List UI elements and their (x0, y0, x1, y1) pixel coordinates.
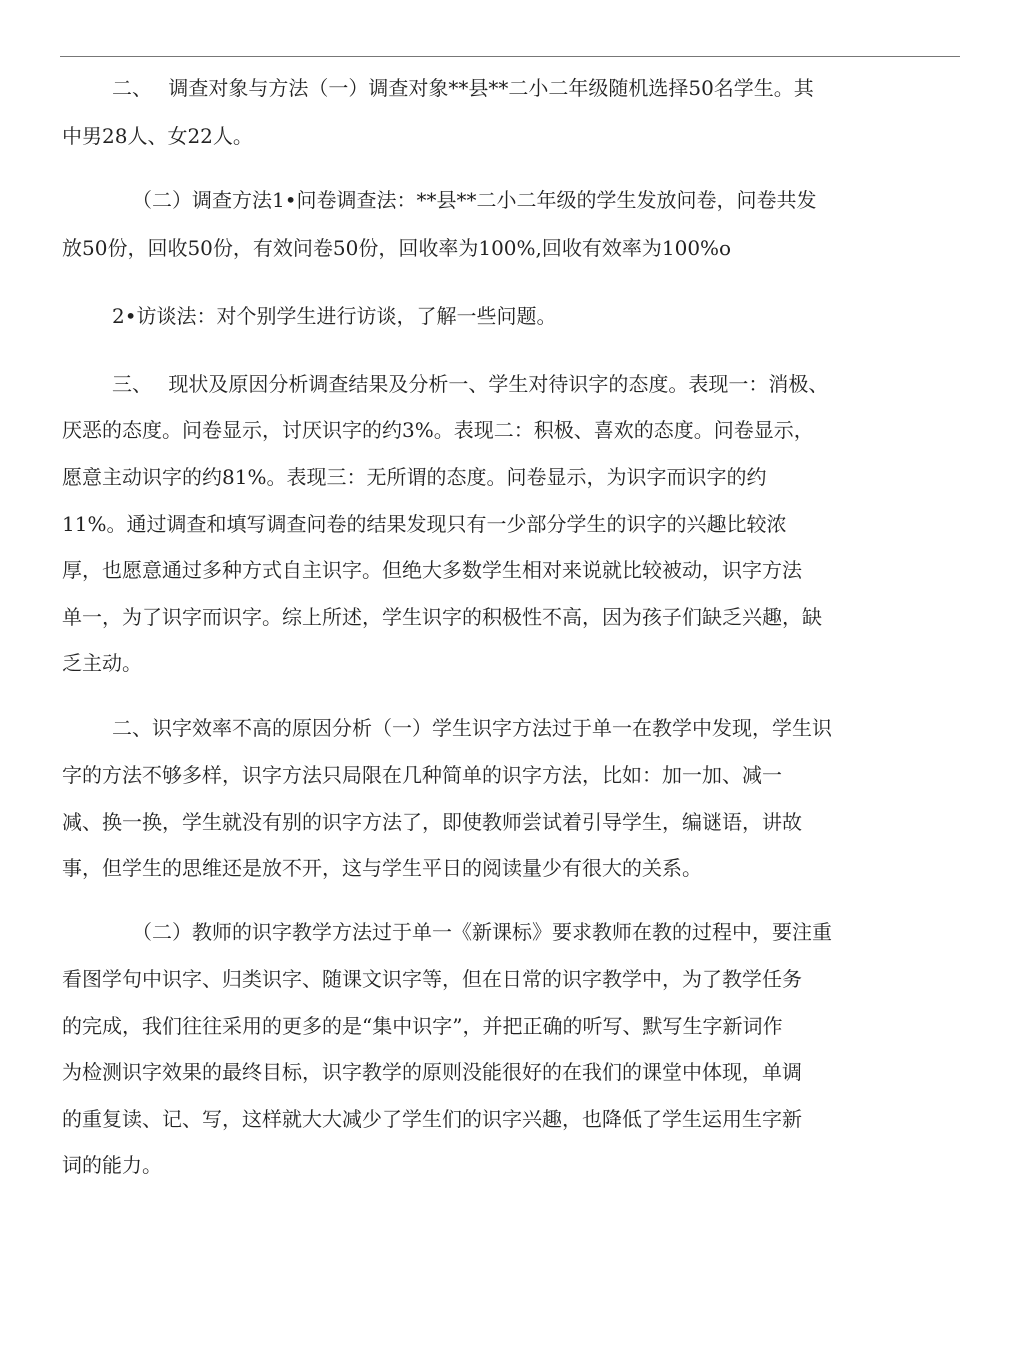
text-line: 的完成，我们往往采用的更多的是“集中识字”，并把正确的听写、默写生字新词作 (62, 1014, 783, 1038)
text-line: 二、识字效率不高的原因分析（一）学生识字方法过于单一在教学中发现，学生识 (112, 716, 832, 740)
text-line: 2•访谈法：对个别学生进行访谈，了解一些问题。 (112, 304, 557, 328)
text-line: 厚，也愿意通过多种方式自主识字。但绝大多数学生相对来说就比较被动，识字方法 (62, 558, 802, 582)
text-line: 减、换一换，学生就没有别的识字方法了，即使教师尝试着引导学生，编谜语，讲故 (62, 810, 802, 834)
header-rule (60, 56, 960, 57)
text-line: 乏主动。 (62, 651, 142, 675)
text-line: 为检测识字效果的最终目标，识字教学的原则没能很好的在我们的课堂中体现，单调 (62, 1060, 802, 1084)
text-line: 中男28人、女22人。 (62, 124, 253, 148)
text-line: 厌恶的态度。问卷显示，讨厌识字的约3%。表现二：积极、喜欢的态度。问卷显示， (62, 418, 814, 442)
text-line: 的重复读、记、写，这样就大大减少了学生们的识字兴趣，也降低了学生运用生字新 (62, 1107, 802, 1131)
text-line: 看图学句中识字、归类识字、随课文识字等，但在日常的识字教学中，为了教学任务 (62, 967, 802, 991)
text-line: 事，但学生的思维还是放不开，这与学生平日的阅读量少有很大的关系。 (62, 856, 702, 880)
text-line: 三、 现状及原因分析调查结果及分析一、学生对待识字的态度。表现一：消极、 (112, 372, 829, 396)
text-line: 单一，为了识字而识字。综上所述，学生识字的积极性不高，因为孩子们缺乏兴趣，缺 (62, 605, 822, 629)
text-line: 二、 调查对象与方法（一）调查对象**县**二小二年级随机选择50名学生。其 (112, 76, 814, 100)
text-line: 愿意主动识字的约81%。表现三：无所谓的态度。问卷显示，为识字而识字的约 (62, 465, 767, 489)
text-line: 词的能力。 (62, 1153, 162, 1177)
text-line: 11%。通过调查和填写调查问卷的结果发现只有一少部分学生的识字的兴趣比较浓 (62, 512, 787, 536)
text-line: （二）调查方法1•问卷调查法：**县**二小二年级的学生发放问卷，问卷共发 (132, 188, 817, 212)
text-line: 放50份，回收50份，有效问卷50份，回收率为100%,回收有效率为100%o (62, 236, 732, 260)
text-line: 字的方法不够多样，识字方法只局限在几种简单的识字方法，比如：加一加、减一 (62, 763, 782, 787)
text-line: （二）教师的识字教学方法过于单一《新课标》要求教师在教的过程中，要注重 (132, 920, 832, 944)
